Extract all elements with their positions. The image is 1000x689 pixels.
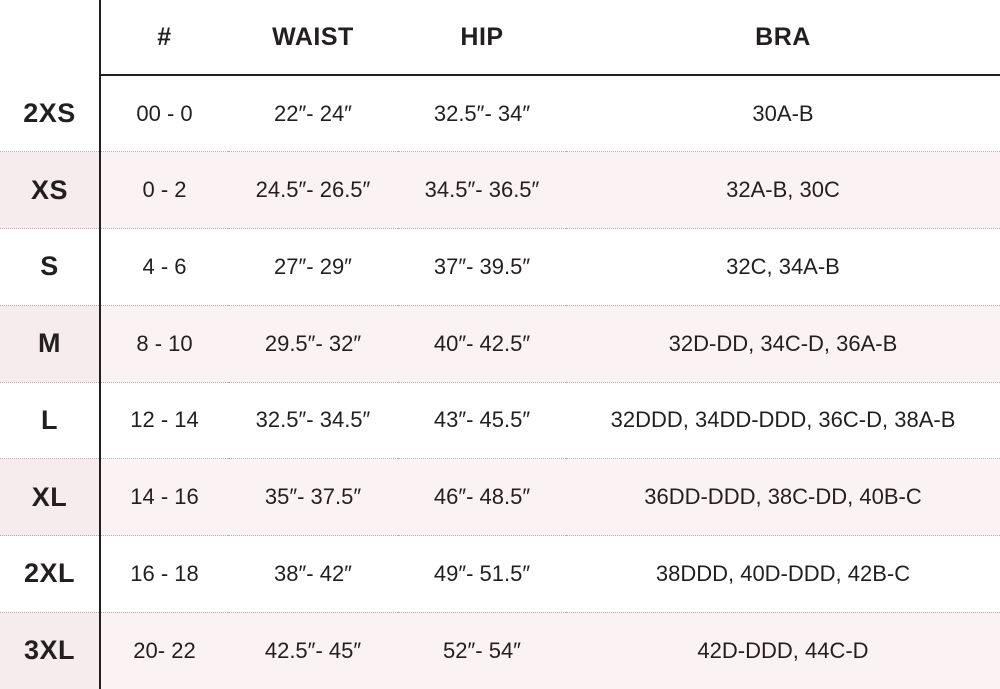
- cell-size: 2XS: [0, 75, 100, 152]
- cell-number: 8 - 10: [100, 305, 228, 382]
- table-row: [0, 229, 1000, 306]
- cell-hip: 37″- 39.5″: [398, 229, 566, 306]
- cell-size: XL: [0, 459, 100, 536]
- cell-hip: 46″- 48.5″: [398, 459, 566, 536]
- table-row: [0, 459, 1000, 536]
- cell-size: XS: [0, 152, 100, 229]
- cell-bra: 30A-B: [566, 75, 1000, 152]
- table-row: [0, 536, 1000, 613]
- cell-number: 14 - 16: [100, 459, 228, 536]
- cell-bra: 42D-DDD, 44C-D: [566, 612, 1000, 689]
- column-header-bra: BRA: [566, 0, 1000, 75]
- cell-size: S: [0, 229, 100, 306]
- cell-bra: 38DDD, 40D-DDD, 42B-C: [566, 536, 1000, 613]
- table-row: [0, 612, 1000, 689]
- cell-number: 16 - 18: [100, 536, 228, 613]
- column-header-hip: HIP: [398, 0, 566, 75]
- cell-number: 4 - 6: [100, 229, 228, 306]
- table-row: [0, 305, 1000, 382]
- table-body: [0, 75, 1000, 689]
- cell-bra: 32A-B, 30C: [566, 152, 1000, 229]
- cell-waist: 24.5″- 26.5″: [228, 152, 398, 229]
- cell-hip: 40″- 42.5″: [398, 305, 566, 382]
- table-row: [0, 382, 1000, 459]
- cell-waist: 29.5″- 32″: [228, 305, 398, 382]
- table-header: [0, 0, 1000, 75]
- cell-hip: 34.5″- 36.5″: [398, 152, 566, 229]
- cell-bra: 36DD-DDD, 38C-DD, 40B-C: [566, 459, 1000, 536]
- table-row: [0, 152, 1000, 229]
- cell-waist: 22″- 24″: [228, 75, 398, 152]
- cell-size: 2XL: [0, 536, 100, 613]
- cell-size: L: [0, 382, 100, 459]
- column-header-number: #: [100, 0, 228, 75]
- cell-number: 0 - 2: [100, 152, 228, 229]
- table-row: [0, 75, 1000, 152]
- cell-size: 3XL: [0, 612, 100, 689]
- column-header-waist: WAIST: [228, 0, 398, 75]
- cell-waist: 38″- 42″: [228, 536, 398, 613]
- cell-waist: 27″- 29″: [228, 229, 398, 306]
- cell-number: 20- 22: [100, 612, 228, 689]
- cell-number: 12 - 14: [100, 382, 228, 459]
- cell-hip: 49″- 51.5″: [398, 536, 566, 613]
- cell-waist: 35″- 37.5″: [228, 459, 398, 536]
- cell-bra: 32C, 34A-B: [566, 229, 1000, 306]
- cell-hip: 32.5″- 34″: [398, 75, 566, 152]
- column-header-size: [0, 0, 100, 75]
- cell-size: M: [0, 305, 100, 382]
- cell-waist: 32.5″- 34.5″: [228, 382, 398, 459]
- cell-hip: 43″- 45.5″: [398, 382, 566, 459]
- cell-number: 00 - 0: [100, 75, 228, 152]
- cell-bra: 32DDD, 34DD-DDD, 36C-D, 38A-B: [566, 382, 1000, 459]
- cell-waist: 42.5″- 45″: [228, 612, 398, 689]
- cell-hip: 52″- 54″: [398, 612, 566, 689]
- header-row: [0, 0, 1000, 75]
- cell-bra: 32D-DD, 34C-D, 36A-B: [566, 305, 1000, 382]
